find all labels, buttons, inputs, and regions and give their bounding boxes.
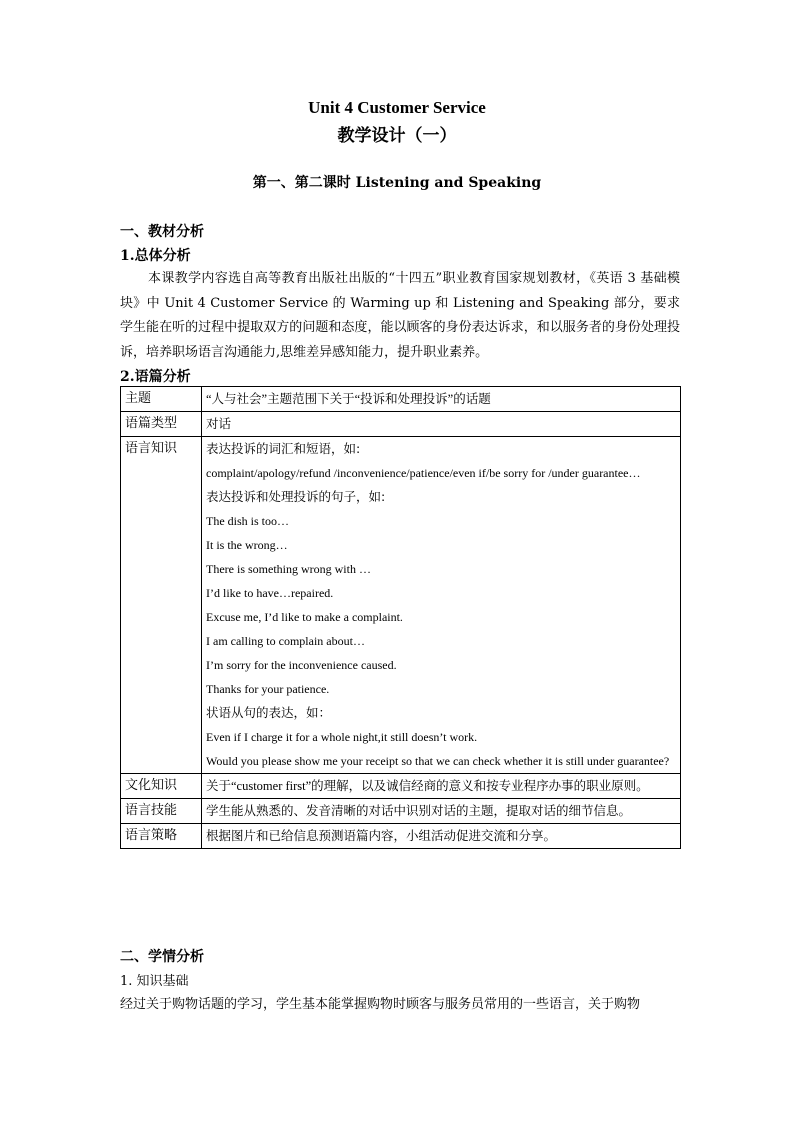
table-row	[121, 437, 681, 774]
row-key: 主题	[121, 387, 202, 412]
section1-sub1: 1.总体分析	[120, 248, 191, 264]
section2-sub1: 1. 知识基础	[120, 974, 189, 989]
table-row	[121, 387, 681, 412]
list-line: I’d like to have…repaired.	[206, 586, 334, 600]
list-line: Would you please show me your receipt so that we can check whether it is still under guarantee?	[206, 754, 670, 768]
list-line: 表达投诉和处理投诉的句子，如:	[206, 489, 386, 504]
section1-paragraph: 本课教学内容选自高等教育出版社出版的“十四五”职业教育国家规划教材，《英语 3 基础模块》中 Unit 4 Customer Service 的 Warming up 和 Listening and Speaking 部分，要求学生能在听的过程中提取双方的问题和态度，能以顾客的身份表达诉求，和以服务者的身份处理投诉，培养职场语言沟通能力,思维差异感知能力，提升职业素养。	[120, 271, 680, 360]
table-row	[121, 824, 681, 849]
row-value: 关于“customer first”的理解，以及诚信经商的意义和按专业程序办事的职业原则。	[202, 774, 681, 799]
section2-paragraph: 经过关于购物话题的学习，学生基本能掌握购物时顾客与服务员常用的一些语言，关于购物	[120, 997, 641, 1012]
row-key: 语言技能	[121, 799, 202, 824]
list-line: Excuse me, I’d like to make a complaint.	[206, 610, 403, 624]
section2-heading: 二、学情分析	[120, 949, 204, 965]
list-line: 状语从句的表达，如：	[206, 705, 332, 720]
list-line: I am calling to complain about…	[206, 634, 365, 648]
section1-sub2: 2.语篇分析	[120, 369, 191, 385]
row-value: 根据图片和已给信息预测语篇内容，小组活动促进交流和分享。	[202, 824, 681, 849]
list-line: It is the wrong…	[206, 538, 288, 552]
row-value-list	[202, 437, 681, 774]
lesson-title: 第一、第二课时 Listening and Speaking	[252, 175, 542, 191]
unit-title: Unit 4 Customer Service	[308, 98, 486, 117]
list-line: Thanks for your patience.	[206, 682, 330, 696]
row-key: 语篇类型	[121, 412, 202, 437]
table-row	[121, 412, 681, 437]
list-line: Even if I charge it for a whole night,it still doesn’t work.	[206, 730, 478, 744]
section1-heading: 一、教材分析	[120, 224, 204, 240]
row-key: 语言策略	[121, 824, 202, 849]
list-line: There is something wrong with …	[206, 562, 371, 576]
table-row	[121, 774, 681, 799]
discourse-analysis-table	[120, 386, 681, 849]
row-key: 语言知识	[121, 437, 202, 774]
design-title: 教学设计（一）	[337, 126, 457, 146]
list-line: The dish is too…	[206, 514, 289, 528]
row-value: 对话	[202, 412, 681, 437]
table-row	[121, 799, 681, 824]
list-line: I’m sorry for the inconvenience caused.	[206, 658, 397, 672]
list-line: 表达投诉的词汇和短语，如:	[206, 441, 361, 456]
row-value: 学生能从熟悉的、发音清晰的对话中识别对话的主题，提取对话的细节信息。	[202, 799, 681, 824]
list-line: complaint/apology/refund /inconvenience/patience/even if/be sorry for /under guarantee…	[206, 466, 641, 480]
row-value: “人与社会”主题范围下关于“投诉和处理投诉”的话题	[202, 387, 681, 412]
row-key: 文化知识	[121, 774, 202, 799]
